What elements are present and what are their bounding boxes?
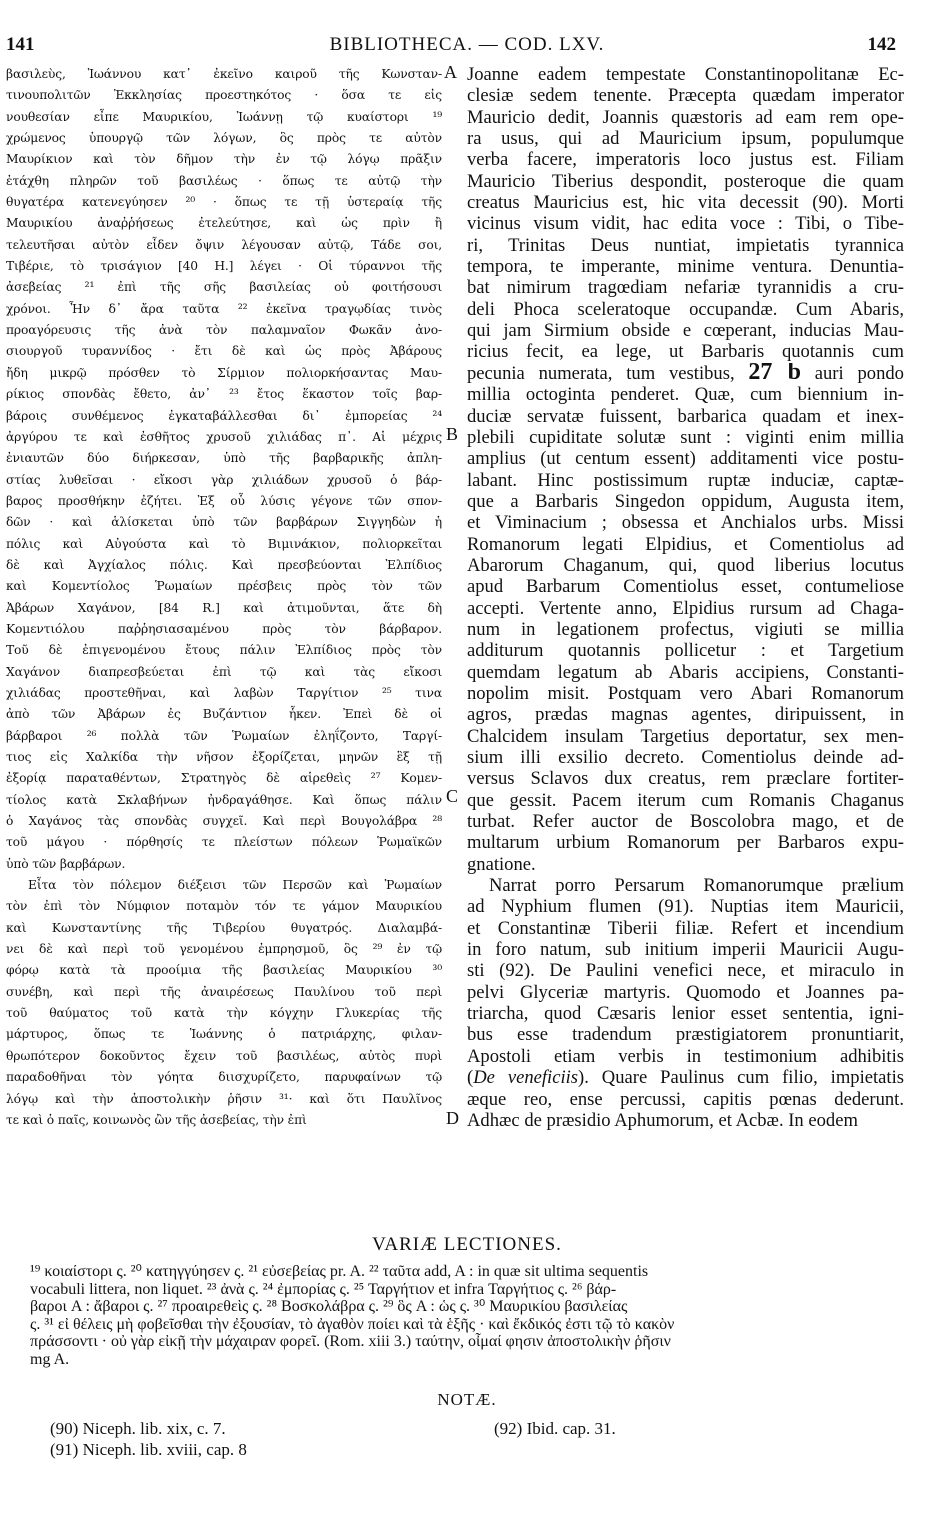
note-90: (90) Niceph. lib. xix, c. 7. (50, 1419, 226, 1438)
text-line: (De veneficiis). Quare Paulinus cum filio, impietatis (467, 1067, 904, 1089)
text-line: ἀσεβείας ²¹ ἐπὶ τῆς σῆς βασιλείας οὐ φοιτήσουσι (6, 280, 442, 295)
text-line: βαροι A : ἄβαροι ς. ²⁷ προαιρεθεὶς ς. ²⁸ Βοσκολάβρα ς. ²⁹ ὃς A : ὡς ς. ³⁰ Μαυρικίου βασιλείας (30, 1298, 628, 1315)
text-line: ad Nyphium flumen (91). Nuptias item Mauricii, (467, 896, 904, 918)
text-line: qui jam Sirmium obside e cœperant, inducias Mau- (467, 320, 904, 342)
text-line: millia octoginta penderet. Quæ, cum biennium in- (467, 384, 904, 406)
greek-text-column (6, 64, 442, 1131)
text-line: δῶν · καὶ ἁλίσκεται ὑπὸ τῶν βαρβάρων Σιγγηδὼν ἡ (6, 515, 442, 530)
text-line: βάροις συνθέμενος ἐγκαταβάλλεσθαι δι᾽ ἐμπορείας ²⁴ (6, 408, 442, 423)
margin-marker-d: D (446, 1108, 459, 1128)
text-line: τιος εἰς Χαλκίδα τὴν νῆσον ἐξορίζεται, μηνῶν ἓξ τῇ (6, 750, 442, 764)
page-number-left: 141 (6, 34, 35, 55)
notes-left (50, 1418, 247, 1460)
text-line: χρόνοι. Ἦν δ᾽ ἄρα ταῦτα ²² ἐκεῖνα τραγῳδίας τινὸς (6, 301, 442, 316)
text-line: βασιλεὺς, Ἰωάννου κατ᾽ ἐκεῖνο καιροῦ τῆς Κωνσταν- (6, 67, 442, 81)
text-line: agros, prædas magnas agentes, diripuissent, in (467, 704, 904, 726)
text-line: σιουργοῦ τυραννίδος · ἔτι δὲ καὶ ὡς πρὸς Ἀβάρους (6, 344, 442, 359)
text-line: verba facere, imperatoris loco justus est. Filiam (467, 149, 904, 171)
variae-lectiones-title: VARIÆ LECTIONES. (372, 1234, 562, 1255)
text-line: Romanorum legati Elpidius, et Comentiolus ad (467, 533, 904, 555)
text-line: deli Phoca sceleratoque occupandæ. Cum Abaris, (467, 298, 904, 320)
text-line: νει δὲ καὶ περὶ τοῦ γενομένου ἐμπρησμοῦ, ὃς ²⁹ ἐν τῷ (6, 942, 442, 957)
text-line: Εἶτα τὸν πόλεμον διέξεισι τῶν Περσῶν καὶ Ῥωμαίων (28, 878, 442, 893)
italic-title: De veneficiis (473, 1067, 579, 1089)
text-line: Κομεντιόλου παῤῥησιασαμένου πρὸς τὸν βάρβαρον. (6, 621, 442, 636)
text-line: δὲ καὶ Ἀγχίαλος πόλις. Καὶ πρεσβεύονται Ἐλπίδιος (6, 557, 442, 572)
text-line: num in legationem profectus, vigiuti se millia (467, 618, 904, 640)
text-line: Joanne eadem tempestate Constantinopolitanæ Ec- (467, 64, 904, 85)
text-line: πράσσοντι · οὐ γὰρ εἰκῇ τὴν μάχαιραν φορεῖ. (Rom. xiii 3.) ταύτην, οἶμαί φησιν ἀποστολικὴν ῥῆσιν (30, 1333, 671, 1350)
text-line: ricius fecit, ea lege, ut Barbaris quotannis cum (467, 341, 904, 363)
text-line: καὶ Κωνσταντίνης τῆς Τιβερίου θυγατρός. Διαλαμβά- (6, 920, 442, 935)
text-line: Τοῦ δὲ ἐπιγενομένου ἔτους πάλιν Ἐλπίδιος πρὸς τὸν (6, 643, 442, 658)
text-line: duciæ servatæ fuissent, barbarica quadam et inex- (467, 405, 904, 427)
text-line: χρώμενος ὑπουργῷ τῶν λόγων, ὃς πρὸς τε αὐτὸν (6, 131, 442, 146)
text-line: Μαυρικίου ἀναῤῥήσεως ἐτελεύτησε, καὶ ὡς πρὶν ἢ (6, 216, 442, 231)
text-line: στίας λυθεῖσαι · εἴκοσι γὰρ χιλιάδων χρυσοῦ ὁ βάρ- (6, 472, 442, 487)
text-line: sium illi exsilio decreto. Comentiolus deinde ad- (467, 747, 904, 768)
text-line: triarcha, quod Cæsaris lenior esset sententia, igni- (467, 1003, 904, 1025)
text-line: clesiæ sedem tenente. Præcepta quædam imperator (467, 85, 904, 107)
text-line: φόρῳ κατὰ τὰ προοίμια τῆς βασιλείας Μαυρικίου ³⁰ (6, 963, 442, 978)
text-line: παραδοθῆναι τὸν γόητα διισχυρίζετο, παρυφαίνων τῷ (6, 1070, 442, 1085)
text-line: vocabuli littera, non liquet. ²³ ἀνὰ ς. ²⁴ ἐμπορίας ς. ²⁵ Ταργήτιον et infra Ταργήτιος ς. ²⁶ βάρ- (30, 1280, 617, 1298)
text-line: Ἀβάρων Χαγάνον, [84 R.] καὶ ἀτιμοῦνται, ἅτε δὴ (6, 600, 442, 615)
text-line: Χαγάνον διαπρεσβεύεται ἐπὶ τῷ καὶ τὰς εἴκοσι (6, 664, 442, 679)
text-line: labant. Hinc postissimum ruptæ induciæ, captæ- (467, 469, 904, 491)
text-line: χιλιάδας προστεθῆναι, καὶ λαβὼν Ταργίτιον ²⁵ τινα (6, 685, 442, 700)
text-line: ἐνιαυτῶν δύο διήρκεσαν, ὑπὸ τῆς βαρβαρικῆς ἀπλη- (6, 451, 442, 466)
text-line: multarum urbium Romanorum per Barbaros expu- (467, 832, 904, 854)
text-line: νουθεσίαν εἶπε Μαυρικίου, Ἰωάννῃ τῷ κυαίστορι ¹⁹ (6, 109, 442, 124)
text-line: βαρος προσθήκην ἐζήτει. Ἐξ οὗ λύσις γέγονε τῶν σπον- (6, 493, 442, 508)
text-line: creatus Mauricius est, hic vita decessit (90). Morti (467, 192, 904, 214)
text-line: sti (92). De Paulini venefici nece, et miraculo in (467, 960, 904, 982)
text-line: apud Barbarum Comentiolus esset, contumeliose (467, 576, 904, 598)
text-line: versus Sclavos dux creatus, rem præclare fortiter- (467, 768, 904, 790)
text-line: τὸν ἐπὶ τὸν Νύμφιον ποταμὸν τόν τε γάμον Μαυρικίου (6, 899, 442, 914)
text-line: βάρβαροι ²⁶ πολλὰ τῶν Ῥωμαίων ἐληΐζοντο, Ταργί- (6, 728, 442, 743)
folio-marker: 27 b (748, 362, 801, 385)
text-line: Mauricio dedit, Joannis quæstoris ad eam rem ope- (467, 106, 904, 128)
text-line: Chalcidem insulam Targetius deportatur, sex men- (467, 725, 904, 747)
notes-right (494, 1418, 616, 1439)
text-line: accepti. Vertente anno, Elpidius rursum ad Chaga- (467, 597, 904, 619)
variae-lectiones (30, 1263, 902, 1368)
text-line: bus esse tradendum præstigiatorem pronuntiarit, (467, 1024, 904, 1046)
text-line: θρωπότερον δοκοῦντος ἔχειν τοῦ βασιλέως, αὐτὸς πυρὶ (6, 1048, 442, 1063)
text-line: additurum quotannis pollicetur : et Targetium (467, 640, 904, 662)
running-header (0, 34, 934, 58)
text-line: θυγατέρα κατενεγύησεν ²⁰ · ὅπως τε τῇ ὑστεραίᾳ τῆς (6, 195, 442, 210)
text-line: plebili cupiditate solutæ sunt : viginti enim millia (467, 426, 904, 448)
text-line: ς. ³¹ εἰ θέλεις μὴ φοβεῖσθαι τὴν ἐξουσίαν, τὸ ἀγαθὸν ποίει καὶ τὰ ἑξῆς · καὶ ἔκδικός ἐστι τῷ τὸ κακὸν (30, 1315, 675, 1333)
text-line: quemdam legatum ab Abaris accipiens, Constanti- (467, 661, 904, 683)
text-line: gnatione. (467, 853, 536, 875)
text-line: æque reo, ense percussi, capitis pœnas dederunt. (467, 1088, 904, 1110)
text-line: et Viminacium ; obsessa et Anchialos urbs. Missi (467, 512, 904, 534)
text-line: vicinus visum vidit, hac edita voce : Tibi, o Tibe- (467, 213, 904, 235)
text-line: Mauricio Tiberius despondit, posteroque die quam (467, 170, 904, 192)
text-line: τε καὶ ὁ παῖς, κοινωνὸς ὢν τῆς ἀσεβείας, τὴν ἐπὶ (6, 1112, 307, 1127)
text-line: tempora, te imperante, minime ventura. Denuntia- (467, 256, 904, 278)
text-line: τίολος κατὰ Σκλαβήνων ἠνδραγάθησε. Καὶ ὅπως πάλιν (6, 792, 442, 807)
text-line: Narrat porro Persarum Romanorumque prælium (489, 875, 904, 897)
running-title: BIBLIOTHECA. — COD. LXV. (329, 34, 605, 55)
margin-marker-a: A (444, 62, 457, 82)
text-line: ἐξορίᾳ παραταθέντων, Στρατηγὸς δὲ αἱρεθεὶς ²⁷ Κομεν- (6, 771, 442, 786)
text-line: προαγόρευσις τῆς ἀνὰ τὸν παλαμναῖον Φωκᾶν ἀνο- (6, 323, 442, 338)
text-line: amplius (ut centum essent) additamenti vice postu- (467, 448, 904, 470)
text-line: ἀπὸ τῶν Ἀβάρων ἐς Βυζάντιον ἧκεν. Ἐπεὶ δὲ οἱ (6, 707, 442, 722)
text-line: bat nimirum tragœdiam nefariæ tyrannidis a cru- (467, 277, 904, 299)
text-line: τινουπολιτῶν Ἐκκλησίας προεστηκότος · ὅσα τε εἰς (6, 88, 442, 103)
text-line: καὶ Κομεντίολος Ῥωμαίων πρέσβεις πρὸς τὸν τῶν (6, 579, 442, 594)
text-line: et Constantinæ Tiberii filiæ. Refert et incendium (467, 917, 904, 939)
text-line: Abarorum Chaganum, qui, quod liberius locutus (467, 554, 904, 576)
text-line: ὑπὸ τῶν βαρβάρων. (6, 856, 126, 871)
text-line: ra usus, qui ad Mauricium ipsum, populumque (467, 128, 904, 150)
text-line: μάρτυρος, ὅπως τε Ἰωάννης ὁ πατριάρχης, φιλαν- (6, 1027, 442, 1042)
text-line: Adhæc de præsidio Aphumorum, et Acbæ. In eodem (467, 1109, 858, 1131)
text-line: Apostoli etiam verbis in testimonium adhibitis (467, 1045, 904, 1067)
text-line: pelvi Glyceriæ martyris. Quomodo et Joannes pa- (467, 981, 904, 1003)
text-line: λόγῳ καὶ τὴν ἀποστολικὴν ῥῆσιν ³¹· καὶ ὅτι Παυλῖνος (6, 1091, 442, 1106)
text-line: ri, Trinitas Deus nuntiat, impietatis tyrannica (467, 234, 904, 256)
text-line: in foro natum, sub initium imperii Mauricii Augu- (467, 939, 904, 961)
text-line: ἤδη μικρῷ πρόσθεν τὸ Σίρμιον πολιορκήσαντας Μαυ- (6, 365, 442, 380)
text-line: ἀργύρου τε καὶ ἐσθῆτος χρυσοῦ χιλιάδας π᾽. Αἱ μέχρις (6, 429, 442, 444)
text-line: turbat. Refer auctor de Boscolobra mago, et de (467, 811, 904, 833)
note-92: (92) Ibid. cap. 31. (494, 1419, 616, 1438)
folio-continuation: auri pondo (800, 362, 904, 384)
text-line: pecunia numerata, tum vestibus, 27 b auri pondo (467, 363, 904, 384)
text-line: ¹⁹ κοιαίστορι ς. ²⁰ κατηγγύησεν ς. ²¹ εὐσεβείας pr. A. ²² ταῦτα add, A : in quæ sit ultima sequentis (30, 1263, 649, 1280)
text-line: ὁ Χαγάνος τὰς σπονδὰς συγχεῖ. Καὶ περὶ Βουγολάβρα ²⁸ (6, 814, 442, 829)
text-line: τοῦ μάγου · πόρθησίς τε πλείστων πόλεων Ῥωμαϊκῶν (6, 835, 442, 850)
text-line: τοῦ θαύματος τοῦ κατὰ τὴν κόγχην Γλυκερίας τῆς (6, 1006, 442, 1021)
latin-text-column (467, 64, 904, 1131)
note-91: (91) Niceph. lib. xviii, cap. 8 (50, 1440, 247, 1459)
margin-marker-c: C (446, 786, 459, 806)
text-line: ἐτάχθη πληρῶν τοῦ βασιλέως · ὅπως τε αὐτῷ τὴν (6, 173, 442, 188)
text-line: πόλις καὶ Αὐγούστα καὶ τὸ Βιμινάκιον, πολιορκεῖται (6, 536, 442, 551)
text-line: Τιβέριε, τὸ τρισάγιον [40 H.] λέγει · Οἱ τύραννοι τῆς (6, 259, 442, 274)
text-line: nopolim misit. Postquam vero Abari Romanorum (467, 682, 904, 704)
text-line: que gessit. Pacem iterum cum Romanis Chaganus (467, 789, 904, 811)
text-line: que a Barbaris Singedon oppidum, Augusta item, (467, 490, 904, 512)
text-line: τελευτῆσαι αὐτὸν εἶδεν ὄψιν λέγουσαν αὐτῷ, Τάδε σοι, (6, 237, 442, 252)
margin-marker-b: B (446, 424, 459, 444)
text-line: mg A. (30, 1350, 70, 1368)
text-line: Μαυρίκιον καὶ τὸν δῆμον τὴν ἐν τῷ λόγῳ πρᾶξιν (6, 152, 442, 167)
notae-title: NOTÆ. (437, 1390, 497, 1409)
text-line: ρίκιος σπονδὰς ἔθετο, ἀν᾽ ²³ ἔτος ἕκαστον τοῖς βαρ- (6, 387, 442, 402)
page-number-right: 142 (867, 34, 896, 55)
text-line: συνέβη, καὶ περὶ τῆς ἀναιρέσεως Παυλίνου τοῦ περὶ (6, 984, 442, 999)
